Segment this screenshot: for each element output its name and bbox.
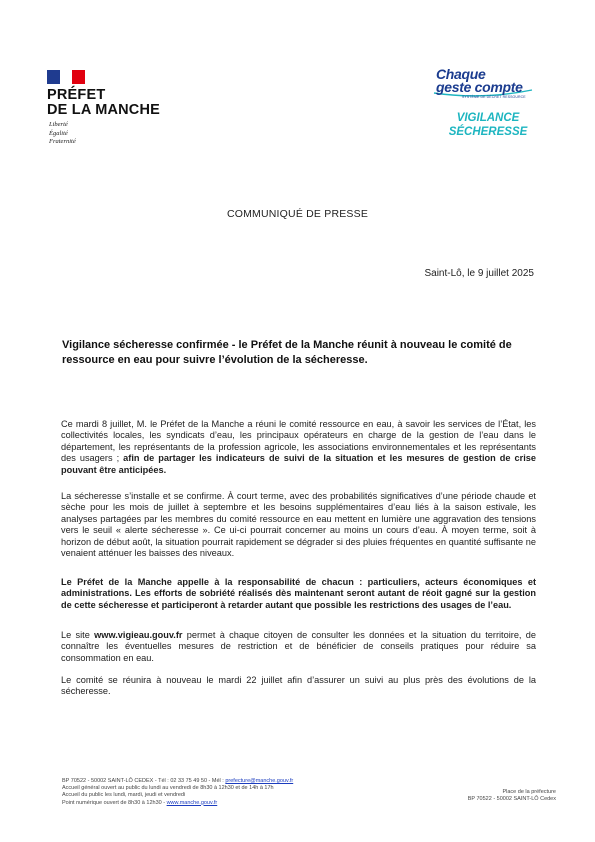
footer-digital-point: Point numérique ouvert de 8h30 à 12h30 - xyxy=(62,799,167,806)
footer-contact xyxy=(62,778,293,807)
prefecture-name xyxy=(47,88,160,118)
vigilance-line1: VIGILANCE xyxy=(456,112,520,124)
paragraph-3: Le Préfet de la Manche appelle à la responsabilité de chacun : particuliers, acteurs économiques et administrations. Les efforts de sobriété réalisés dès maintenant seront autant de réoit gagné sur la gestion de cette sécheresse et participeront à retarder autant que possible les restrictions des usages de l’eau. xyxy=(61,577,536,610)
chaque-geste-compte-logo xyxy=(432,66,536,102)
footer-right-line1: Place de la préfecture xyxy=(502,789,556,795)
paragraph-4-text-a: Le site xyxy=(61,630,95,640)
headline: Vigilance sécheresse confirmée - le Préfet de la Manche réunit à nouveau le comité de ressource en eau pour suivre l’évolution de la sécheresse. xyxy=(62,339,512,366)
campaign-subtitle: SYSTÈME DE DÉCRET RESSOURCE xyxy=(462,95,526,99)
paragraph-1-bold: afin de partager les indicateurs de suivi de la situation et les mesures de gestion de crise pouvant être anticipées. xyxy=(61,453,536,475)
paragraph-4-text-b: permet à chaque citoyen de consulter les données et la situation du territoire, de connaître les éventuelles mesures de restriction et de bénéficier de conseils pratiques pour réduire sa consommation en eau. xyxy=(61,630,537,663)
footer-right-line2: BP 70522 - 50002 SAINT-LÔ Cedex xyxy=(467,796,556,802)
paragraph-4 xyxy=(61,630,536,664)
vigilance-secheresse-label xyxy=(440,111,536,139)
motto-egalite: Égalité xyxy=(49,129,68,137)
paragraph-1 xyxy=(61,419,536,476)
document-type: COMMUNIQUÉ DE PRESSE xyxy=(226,208,369,220)
footer-address-right xyxy=(436,789,556,803)
prefecture-line2: DE LA MANCHE xyxy=(47,102,161,118)
vigieau-link[interactable]: www.vigieau.gouv.fr xyxy=(94,630,183,640)
footer-address: BP 70522 - 50002 SAINT-LÔ CEDEX - Tél : 02 33 75 49 50 - Mél : xyxy=(62,778,226,784)
footer-line4 xyxy=(62,800,293,807)
footer-email-link[interactable]: prefecture@manche.gouv.fr xyxy=(225,778,294,784)
footer-line3: Accueil du public les lundi, mardi, jeudi et vendredi xyxy=(62,792,186,799)
paragraph-5: Le comité se réunira à nouveau le mardi 22 juillet afin d’assurer un suivi au plus près des évolutions de la sécheresse. xyxy=(61,675,536,697)
place-date: Saint-Lô, le 9 juillet 2025 xyxy=(424,268,534,279)
paragraph-1-text: Ce mardi 8 juillet, M. le Préfet de la Manche a réuni le comité ressource en eau, à savoir les services de l’État, les collectivités locales, les syndicats d’eau, les principaux opérateurs en charge de la gestion de l’eau dans le département, les représentants de la profession agricole, les associations environnementales et les représentants des usagers ; xyxy=(61,419,536,464)
republic-flag-logo xyxy=(47,70,85,84)
motto-liberte: Liberté xyxy=(49,121,68,128)
footer-line2: Accueil général ouvert au public du lundi au vendredi de 8h30 à 12h30 et de 14h à 17h xyxy=(62,785,274,792)
footer-line1 xyxy=(62,778,293,785)
footer-website-link[interactable]: www.manche.gouv.fr xyxy=(166,799,218,806)
motto-fraternite: Fraternité xyxy=(49,138,76,145)
paragraph-2: La sécheresse s’installe et se confirme. À court terme, avec des probabilités significatives d’une période chaude et sèche pour les mois de juillet à septembre et les besoins supplémentaires d’eau liés à la saison estivale, les analyses partagées par les membres du comité ressource en eau mettent en lumière une aggravation des tensions vers le seuil « alerte sécheresse ». Ce ui-ci pourrait concerner au moins un cours d’eau. À moyen terme, soit à horizon de début août, la situation pourrait rapidement se dégrader si des pluies fréquentes en quantité suffisante ne venaient atténuer les baisses des niveaux. xyxy=(61,491,536,559)
campaign-line2: geste compte xyxy=(436,79,523,95)
vigilance-line2: SÉCHERESSE xyxy=(448,126,528,138)
prefecture-line1: PRÉFET xyxy=(47,87,106,103)
campaign-line1: Chaque xyxy=(436,66,486,82)
republic-motto xyxy=(49,121,76,147)
